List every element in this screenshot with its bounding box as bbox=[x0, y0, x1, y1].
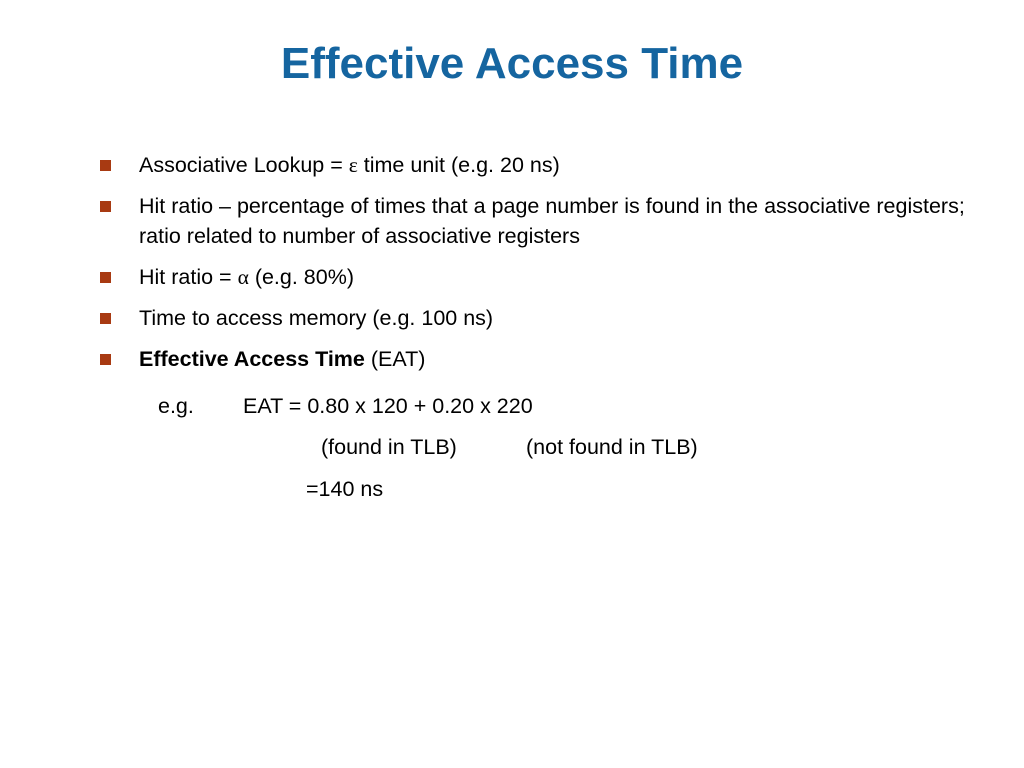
epsilon-symbol: ε bbox=[348, 153, 358, 177]
lookup-suffix: time unit (e.g. 20 ns) bbox=[357, 153, 560, 177]
hit-ratio-prefix: Hit ratio = bbox=[139, 265, 238, 289]
bullet-associative-lookup bbox=[100, 150, 980, 180]
square-bullet-icon bbox=[100, 160, 111, 171]
eat-term: Effective Access Time bbox=[139, 347, 365, 371]
eat-suffix: (EAT) bbox=[364, 347, 426, 371]
square-bullet-icon bbox=[100, 272, 111, 283]
found-in-tlb-note: (found in TLB) bbox=[321, 435, 457, 459]
not-found-in-tlb-note: (not found in TLB) bbox=[526, 435, 698, 459]
example-label: e.g. bbox=[158, 394, 194, 418]
hit-ratio-definition-text: Hit ratio – percentage of times that a page number is found in the associative registers; ratio related to number of associative registers bbox=[139, 194, 965, 248]
bullet-list bbox=[100, 150, 980, 385]
square-bullet-icon bbox=[100, 354, 111, 365]
bullet-memory-access bbox=[100, 303, 980, 333]
lookup-prefix: Associative Lookup = bbox=[139, 153, 349, 177]
slide-title: Effective Access Time bbox=[280, 39, 744, 88]
hit-ratio-suffix: (e.g. 80%) bbox=[248, 265, 355, 289]
bullet-effective-access-time bbox=[100, 344, 980, 374]
alpha-symbol: α bbox=[237, 265, 249, 289]
memory-access-text: Time to access memory (e.g. 100 ns) bbox=[139, 306, 494, 330]
eat-result: =140 ns bbox=[306, 477, 384, 501]
square-bullet-icon bbox=[100, 201, 111, 212]
eat-equation: EAT = 0.80 x 120 + 0.20 x 220 bbox=[243, 394, 533, 418]
bullet-hit-ratio-definition bbox=[100, 191, 980, 251]
square-bullet-icon bbox=[100, 313, 111, 324]
bullet-hit-ratio-value bbox=[100, 262, 980, 292]
